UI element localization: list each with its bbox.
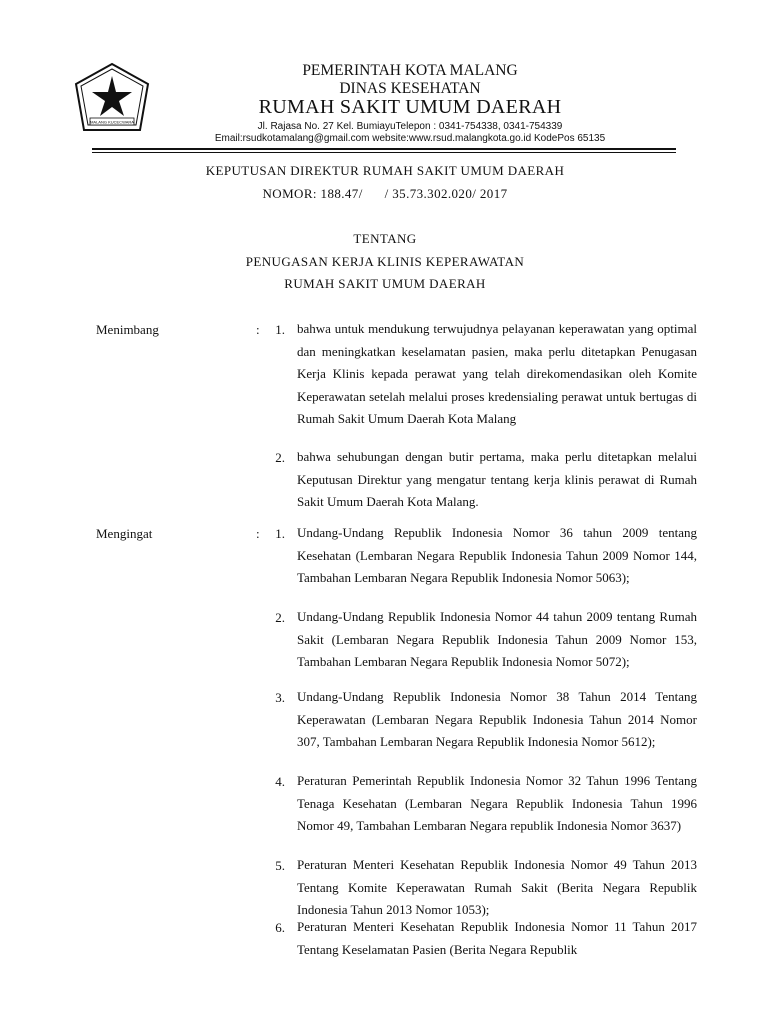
malang-city-emblem [72, 62, 152, 136]
legal-basis-item: Undang-Undang Republik Indonesia Nomor 36 tahun 2009 tentang Kesehatan (Lembaran Negara Republik Indonesia Tahun 2009 Nomor 144, Tambahan Lembaran Negara Republik Indonesia Nomor 5063); [297, 525, 697, 585]
section-colon: : [256, 526, 260, 541]
section-colon: : [256, 322, 260, 337]
item-number: 5. [275, 858, 285, 873]
consideration-item: bahwa untuk mendukung terwujudnya pelayanan keperawatan yang optimal dan meningkatkan keselamatan pasien, maka perlu ditetapkan Penugasan Kerja Klinis kepada perawat yang telah direkomendasikan oleh Komite Keperawatan setelah melalui proses kredensialing perawat untuk bertugas di Rumah Sakit Umum Daerah Kota Malang [297, 321, 697, 426]
legal-basis-item: Peraturan Menteri Kesehatan Republik Indonesia Nomor 11 Tahun 2017 Tentang Keselamatan Pasien (Berita Negara Republik [297, 919, 697, 957]
header-government: PEMERINTAH KOTA MALANG [302, 62, 518, 79]
header-divider-thin [92, 152, 676, 153]
header-divider-thick [92, 148, 676, 150]
decree-title: KEPUTUSAN DIREKTUR RUMAH SAKIT UMUM DAERAH [205, 163, 565, 178]
item-number: 1. [275, 526, 285, 541]
decree-about: TENTANG [353, 231, 417, 246]
consideration-item: bahwa sehubungan dengan butir pertama, maka perlu ditetapkan melalui Keputusan Direktur yang mengatur tentang kerja klinis perawat di Rumah Sakit Umum Daerah Kota Malang. [297, 449, 697, 509]
item-number: 6. [275, 920, 285, 935]
decree-subject-line2: RUMAH SAKIT UMUM DAERAH [284, 276, 486, 291]
item-number: 3. [275, 690, 285, 705]
legal-basis-item: Undang-Undang Republik Indonesia Nomor 38 Tahun 2014 Tentang Keperawatan (Lembaran Negara Republik Indonesia Tahun 2014 Nomor 307, Tambahan Lembaran Negara Republik Indonesia Nomor 5612); [297, 689, 697, 749]
emblem-motto: MALANG KUCECWARA [90, 119, 134, 125]
legal-basis-item: Undang-Undang Republik Indonesia Nomor 44 tahun 2009 tentang Rumah Sakit (Lembaran Negara Republik Indonesia Tahun 2009 Nomor 153, Tambahan Lembaran Negara Republik Indonesia Nomor 5072); [297, 609, 697, 669]
item-number: 2. [275, 610, 285, 625]
section-label-menimbang: Menimbang [96, 322, 159, 337]
legal-basis-item: Peraturan Pemerintah Republik Indonesia Nomor 32 Tahun 1996 Tentang Tenaga Kesehatan (Lembaran Negara Republik Indonesia Tahun 1996 Nomor 49, Tambahan Lembaran Negara republik Indonesia Nomor 3637) [297, 773, 697, 833]
item-number: 4. [275, 774, 285, 789]
section-label-mengingat: Mengingat [96, 526, 153, 541]
decree-number: NOMOR: 188.47/ / 35.73.302.020/ 2017 [262, 186, 508, 201]
header-contact: Email:rsudkotamalang@gmail.com website:www.rsud.malangkota.go.id KodePos 65135 [214, 133, 606, 144]
legal-basis-item: Peraturan Menteri Kesehatan Republik Indonesia Nomor 49 Tahun 2013 Tentang Komite Keperawatan Rumah Sakit (Berita Negara Republik Indonesia Tahun 2013 Nomor 1053); [297, 857, 697, 917]
decree-subject-line1: PENUGASAN KERJA KLINIS KEPERAWATAN [245, 254, 525, 269]
header-hospital-name: RUMAH SAKIT UMUM DAERAH [258, 96, 562, 118]
item-number: 1. [275, 322, 285, 337]
header-department: DINAS KESEHATAN [339, 80, 481, 97]
item-number: 2. [275, 450, 285, 465]
header-address: Jl. Rajasa No. 27 Kel. BumiayuTelepon : 0341-754338, 0341-754339 [257, 121, 563, 132]
